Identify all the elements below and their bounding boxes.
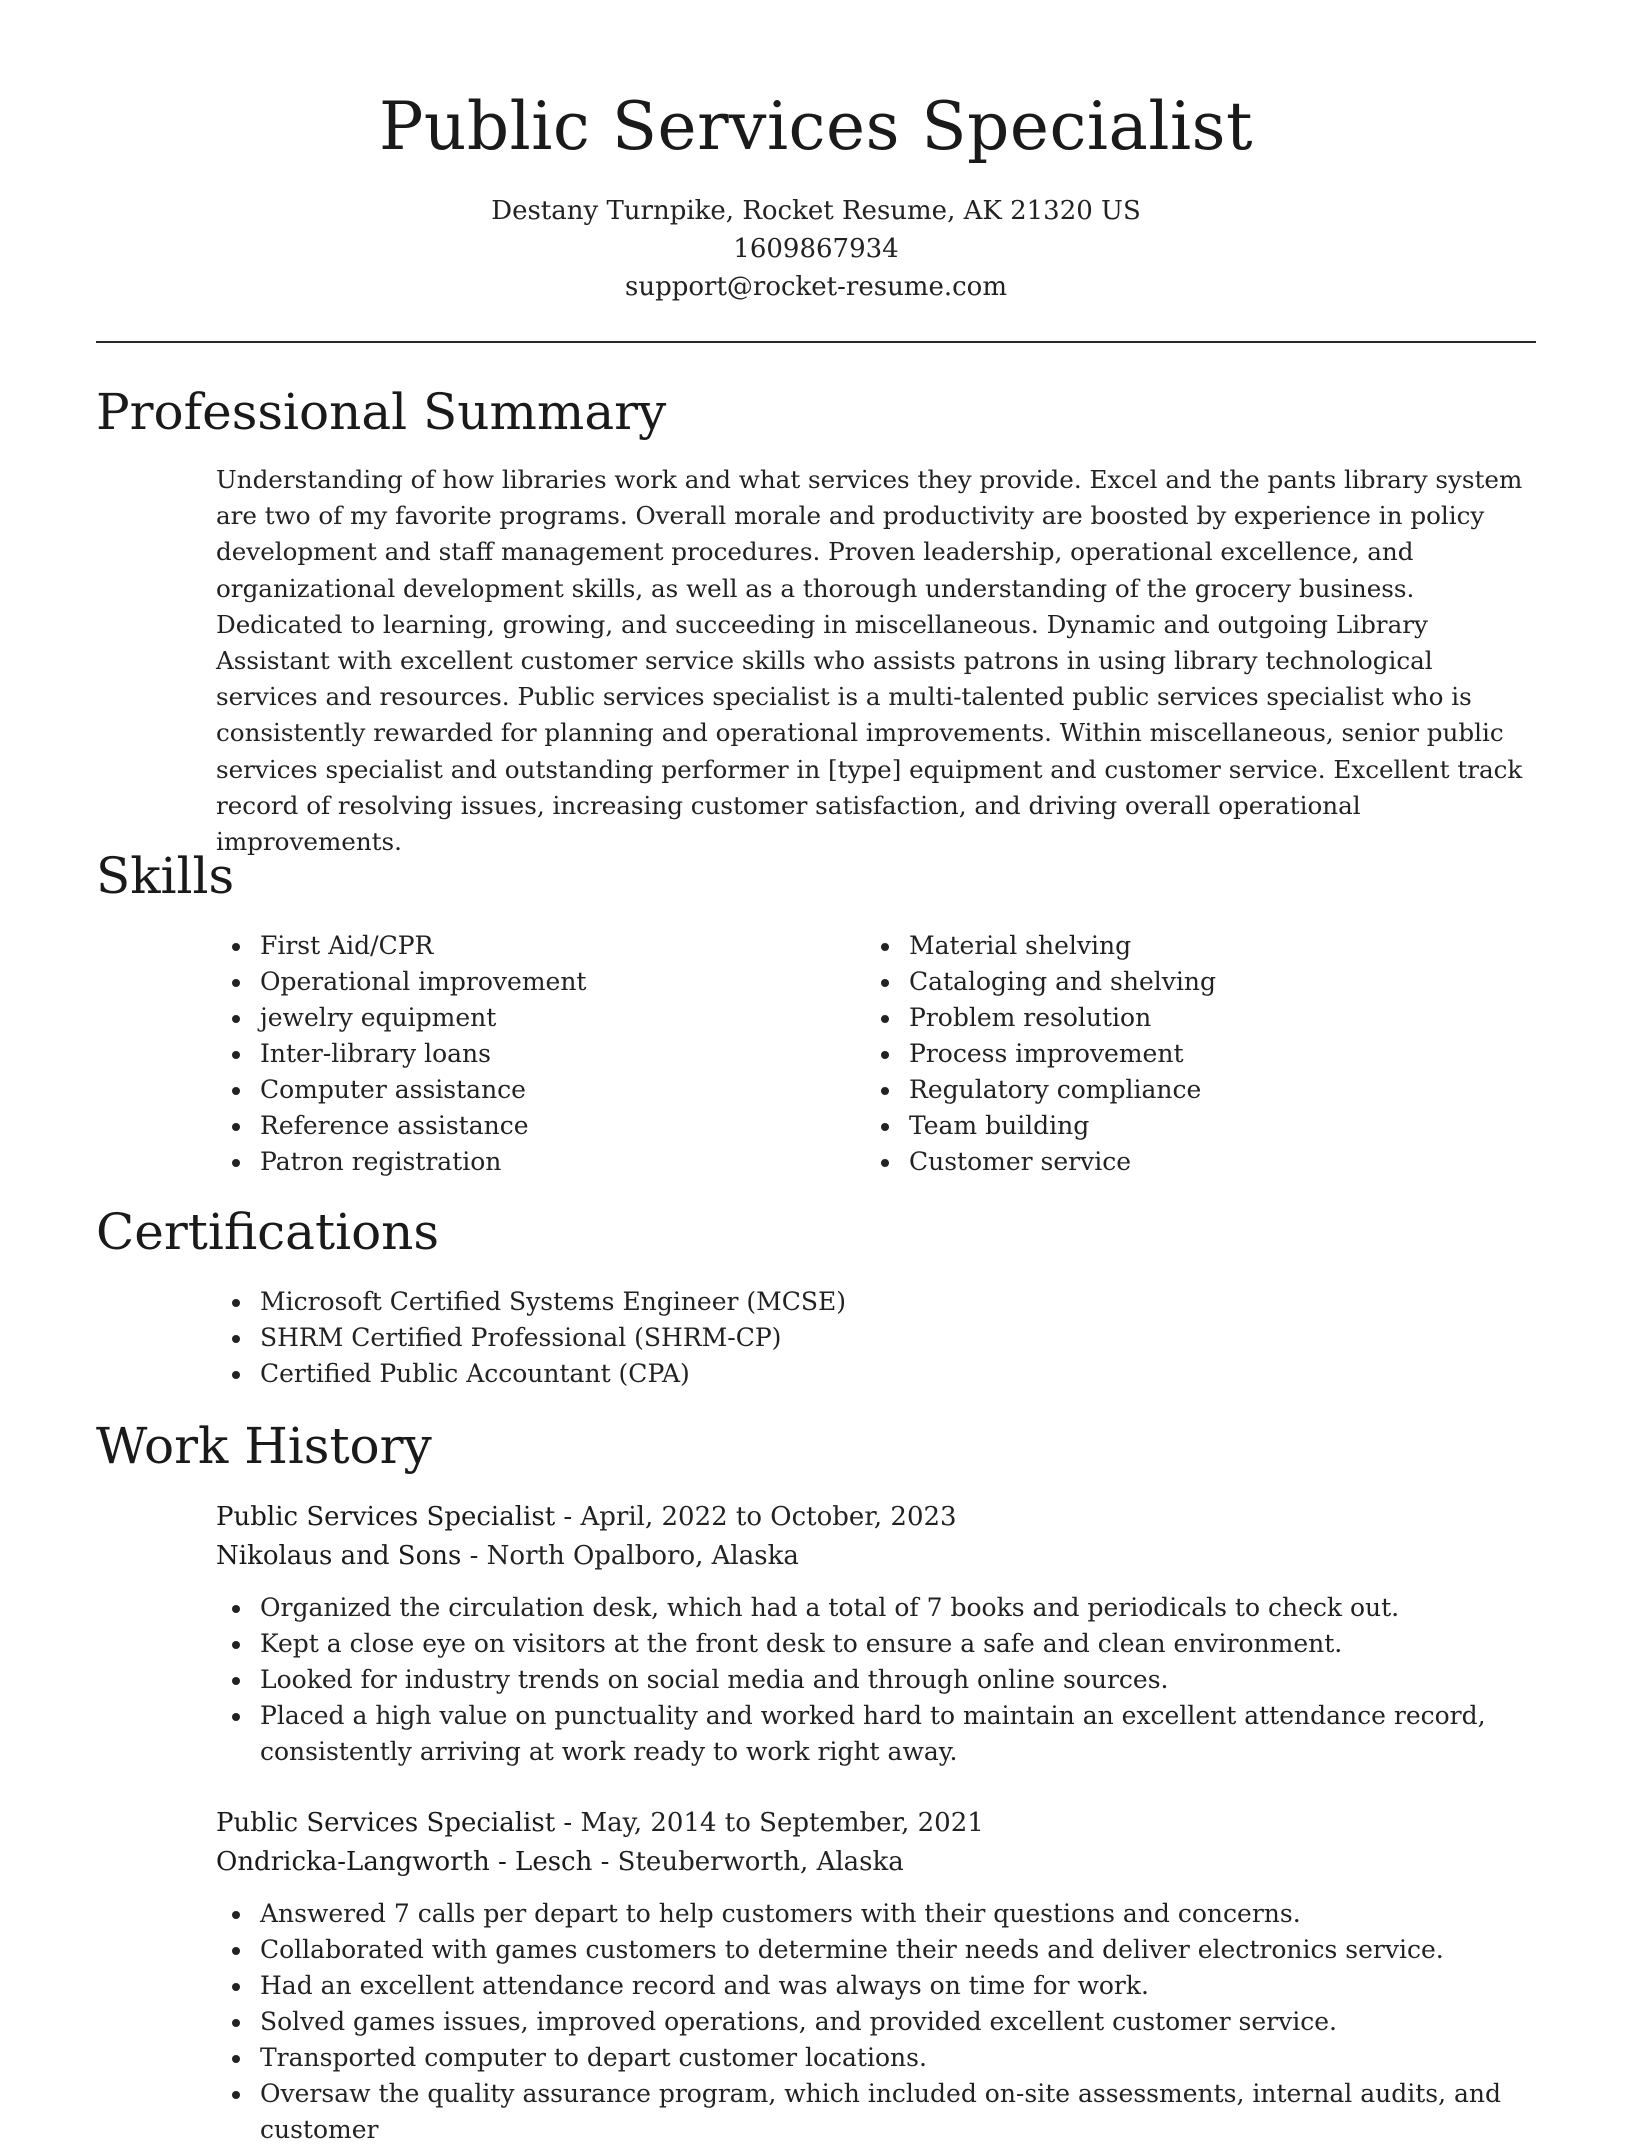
list-item: Patron registration: [216, 1144, 856, 1180]
job-company-line: [216, 1537, 1546, 1576]
list-item: Answered 7 calls per depart to help customers with their questions and concerns.: [216, 1896, 1546, 1932]
list-item: Process improvement: [865, 1036, 1505, 1072]
list-item: SHRM Certified Professional (SHRM-CP): [216, 1320, 1416, 1356]
job-company: Nikolaus and Sons: [216, 1541, 462, 1571]
section-title-work-history: Work History: [96, 1417, 432, 1475]
resume-name-title: Public Services Specialist: [379, 88, 1253, 165]
contact-address: Destany Turnpike, Rocket Resume, AK 21320 US: [491, 196, 1141, 226]
job-title: Public Services Specialist: [216, 1808, 556, 1838]
list-item: Operational improvement: [216, 964, 856, 1000]
job-bullets: [216, 1896, 1546, 2148]
summary-paragraph: Understanding of how libraries work and what services they provide. Excel and the pants library system are two of my favorite programs. Overall morale and productivity are boosted by experience in policy development and staff management procedures. Proven leadership, operational excellence, and organizational development skills, as well as a thorough understanding of the grocery business. Dedicated to learning, growing, and succeeding in miscellaneous. Dynamic and outgoing Library Assistant with excellent customer service skills who assists patrons in using library technological services and resources. Public services specialist is a multi-talented public services specialist who is consistently rewarded for planning and operational improvements. Within miscellaneous, senior public services specialist and outstanding performer in [type] equipment and customer service. Excellent track record of resolving issues, increasing customer satisfaction, and driving overall operational improvements.: [216, 465, 1523, 857]
list-item: Transported computer to depart customer locations.: [216, 2040, 1546, 2076]
job-location: - North Opalboro, Alaska: [461, 1541, 799, 1571]
list-item: Oversaw the quality assurance program, which included on-site assessments, internal audits, and customer: [216, 2076, 1546, 2148]
section-title-skills: Skills: [96, 847, 235, 905]
list-item: Problem resolution: [865, 1000, 1505, 1036]
job-company-line: [216, 1843, 1546, 1882]
list-item: Inter-library loans: [216, 1036, 856, 1072]
list-item: Computer assistance: [216, 1072, 856, 1108]
header-divider: [96, 341, 1536, 343]
list-item: Organized the circulation desk, which had a total of 7 books and periodicals to check out.: [216, 1590, 1546, 1626]
list-item: Had an excellent attendance record and was always on time for work.: [216, 1968, 1546, 2004]
list-item: Microsoft Certified Systems Engineer (MCSE): [216, 1284, 1416, 1320]
job-dates: - April, 2022 to October, 2023: [555, 1502, 957, 1532]
contact-phone: 1609867934: [733, 234, 899, 264]
contact-email: support@rocket-resume.com: [624, 272, 1007, 302]
list-item: Collaborated with games customers to determine their needs and deliver electronics service.: [216, 1932, 1546, 1968]
job-company: Ondricka-Langworth - Lesch: [216, 1847, 593, 1877]
contact-block: [0, 192, 1632, 306]
list-item: Cataloging and shelving: [865, 964, 1505, 1000]
list-item: First Aid/CPR: [216, 928, 856, 964]
certifications-list: [216, 1284, 1416, 1392]
list-item: Customer service: [865, 1144, 1505, 1180]
job-bullets: [216, 1590, 1546, 1770]
list-item: Material shelving: [865, 928, 1505, 964]
list-item: Reference assistance: [216, 1108, 856, 1144]
list-item: Regulatory compliance: [865, 1072, 1505, 1108]
section-title-summary: Professional Summary: [96, 383, 667, 441]
job-title-line: [216, 1804, 1546, 1843]
section-title-certifications: Certifications: [96, 1203, 440, 1261]
skills-list-right: [865, 928, 1505, 1180]
list-item: jewelry equipment: [216, 1000, 856, 1036]
list-item: Looked for industry trends on social media and through online sources.: [216, 1662, 1546, 1698]
job-entry: [216, 1498, 1546, 1770]
job-title: Public Services Specialist: [216, 1502, 556, 1532]
job-title-line: [216, 1498, 1546, 1537]
list-item: Certified Public Accountant (CPA): [216, 1356, 1416, 1392]
list-item: Kept a close eye on visitors at the front desk to ensure a safe and clean environment.: [216, 1626, 1546, 1662]
job-dates: - May, 2014 to September, 2021: [555, 1808, 984, 1838]
list-item: Solved games issues, improved operations, and provided excellent customer service.: [216, 2004, 1546, 2040]
list-item: Team building: [865, 1108, 1505, 1144]
job-entry: [216, 1804, 1546, 2148]
list-item: Placed a high value on punctuality and worked hard to maintain an excellent attendance record, consistently arriving at work ready to work right away.: [216, 1698, 1546, 1770]
skills-list-left: [216, 928, 856, 1180]
job-location: - Steuberworth, Alaska: [592, 1847, 904, 1877]
